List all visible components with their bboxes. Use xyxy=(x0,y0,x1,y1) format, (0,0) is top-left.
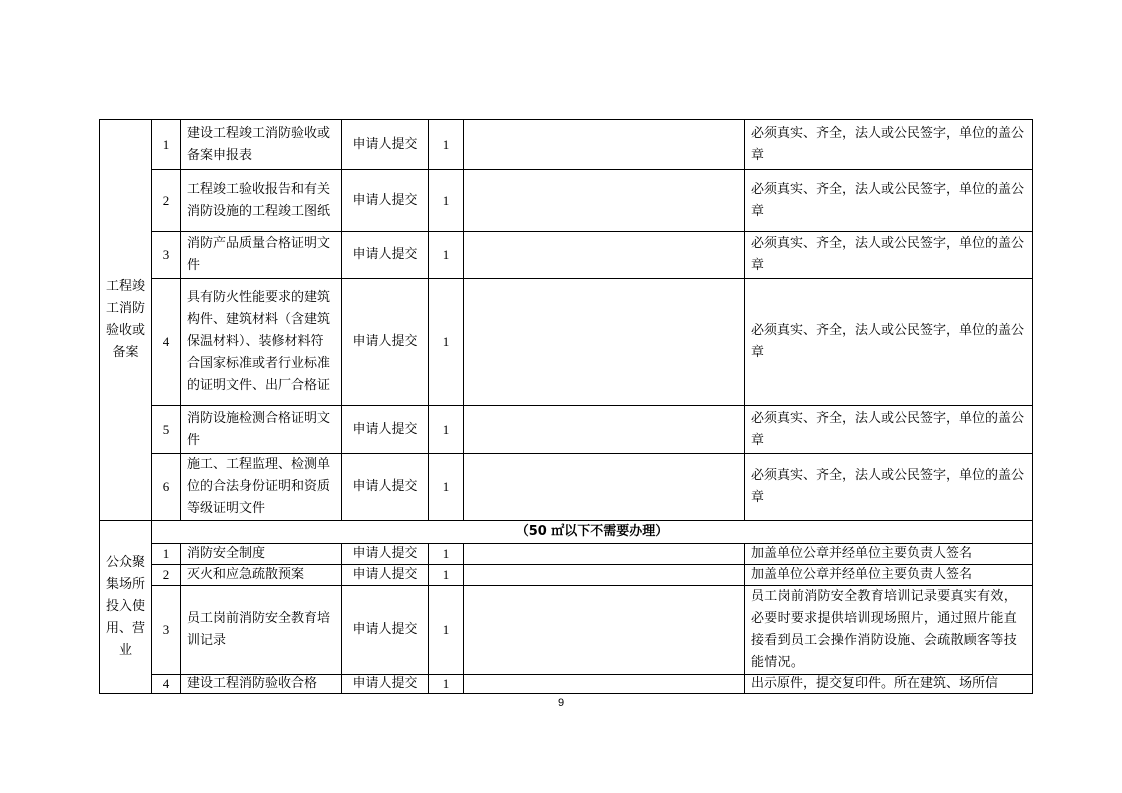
material-quantity: 1 xyxy=(429,406,464,454)
material-name: 消防产品质量合格证明文件 xyxy=(181,232,342,279)
row-number: 4 xyxy=(152,675,181,694)
requirements-table xyxy=(99,119,1033,694)
notice-text: （50 ㎡以下不需要办理） xyxy=(152,521,1033,544)
notice-row xyxy=(100,521,1033,544)
remark-cell: 必须真实、齐全，法人或公民签字，单位的盖公章 xyxy=(745,279,1033,406)
blank-cell xyxy=(464,675,745,694)
material-name: 员工岗前消防安全教育培训记录 xyxy=(181,586,342,675)
blank-cell xyxy=(464,565,745,586)
material-quantity: 1 xyxy=(429,565,464,586)
material-source: 申请人提交 xyxy=(342,544,429,565)
material-source: 申请人提交 xyxy=(342,170,429,232)
blank-cell xyxy=(464,120,745,170)
table-row xyxy=(100,279,1033,406)
blank-cell xyxy=(464,406,745,454)
row-number: 1 xyxy=(152,544,181,565)
material-name: 工程竣工验收报告和有关消防设施的工程竣工图纸 xyxy=(181,170,342,232)
material-quantity: 1 xyxy=(429,454,464,521)
material-name: 消防设施检测合格证明文件 xyxy=(181,406,342,454)
blank-cell xyxy=(464,170,745,232)
row-number: 4 xyxy=(152,279,181,406)
blank-cell xyxy=(464,279,745,406)
table-row xyxy=(100,586,1033,675)
table-row xyxy=(100,544,1033,565)
material-quantity: 1 xyxy=(429,675,464,694)
category-cell: 公众聚集场所投入使用、营业 xyxy=(100,521,152,694)
remark-cell: 必须真实、齐全，法人或公民签字，单位的盖公章 xyxy=(745,120,1033,170)
remark-cell: 必须真实、齐全，法人或公民签字，单位的盖公章 xyxy=(745,232,1033,279)
table-row xyxy=(100,232,1033,279)
table-row xyxy=(100,565,1033,586)
table-row xyxy=(100,675,1033,694)
material-quantity: 1 xyxy=(429,544,464,565)
material-source: 申请人提交 xyxy=(342,454,429,521)
remark-cell: 必须真实、齐全，法人或公民签字，单位的盖公章 xyxy=(745,170,1033,232)
row-number: 5 xyxy=(152,406,181,454)
material-source: 申请人提交 xyxy=(342,279,429,406)
blank-cell xyxy=(464,454,745,521)
material-quantity: 1 xyxy=(429,279,464,406)
row-number: 3 xyxy=(152,232,181,279)
material-source: 申请人提交 xyxy=(342,232,429,279)
blank-cell xyxy=(464,586,745,675)
remark-cell: 加盖单位公章并经单位主要负责人签名 xyxy=(745,565,1033,586)
remark-cell: 加盖单位公章并经单位主要负责人签名 xyxy=(745,544,1033,565)
material-source: 申请人提交 xyxy=(342,120,429,170)
row-number: 2 xyxy=(152,170,181,232)
remark-cell: 必须真实、齐全，法人或公民签字，单位的盖公章 xyxy=(745,406,1033,454)
material-name: 消防安全制度 xyxy=(181,544,342,565)
material-name: 建设工程竣工消防验收或备案申报表 xyxy=(181,120,342,170)
material-source: 申请人提交 xyxy=(342,406,429,454)
row-number: 6 xyxy=(152,454,181,521)
table-row xyxy=(100,120,1033,170)
category-cell: 工程竣工消防验收或备案 xyxy=(100,120,152,521)
table-row xyxy=(100,454,1033,521)
page-number: 9 xyxy=(557,697,565,709)
row-number: 2 xyxy=(152,565,181,586)
material-source: 申请人提交 xyxy=(342,675,429,694)
remark-cell: 员工岗前消防安全教育培训记录要真实有效，必要时要求提供培训现场照片，通过照片能直接看到员工会操作消防设施、会疏散顾客等技能情况。 xyxy=(745,586,1033,675)
material-name: 灭火和应急疏散预案 xyxy=(181,565,342,586)
table-row xyxy=(100,406,1033,454)
material-source: 申请人提交 xyxy=(342,565,429,586)
material-name: 具有防火性能要求的建筑构件、建筑材料（含建筑保温材料）、装修材料符合国家标准或者行业标准的证明文件、出厂合格证 xyxy=(181,279,342,406)
material-source: 申请人提交 xyxy=(342,586,429,675)
material-quantity: 1 xyxy=(429,120,464,170)
row-number: 3 xyxy=(152,586,181,675)
table-row xyxy=(100,170,1033,232)
remark-cell: 出示原件，提交复印件。所在建筑、场所信 xyxy=(745,675,1033,694)
material-name: 建设工程消防验收合格 xyxy=(181,675,342,694)
material-name: 施工、工程监理、检测单位的合法身份证明和资质等级证明文件 xyxy=(181,454,342,521)
material-quantity: 1 xyxy=(429,586,464,675)
row-number: 1 xyxy=(152,120,181,170)
material-quantity: 1 xyxy=(429,232,464,279)
blank-cell xyxy=(464,232,745,279)
material-quantity: 1 xyxy=(429,170,464,232)
remark-cell: 必须真实、齐全，法人或公民签字，单位的盖公章 xyxy=(745,454,1033,521)
blank-cell xyxy=(464,544,745,565)
